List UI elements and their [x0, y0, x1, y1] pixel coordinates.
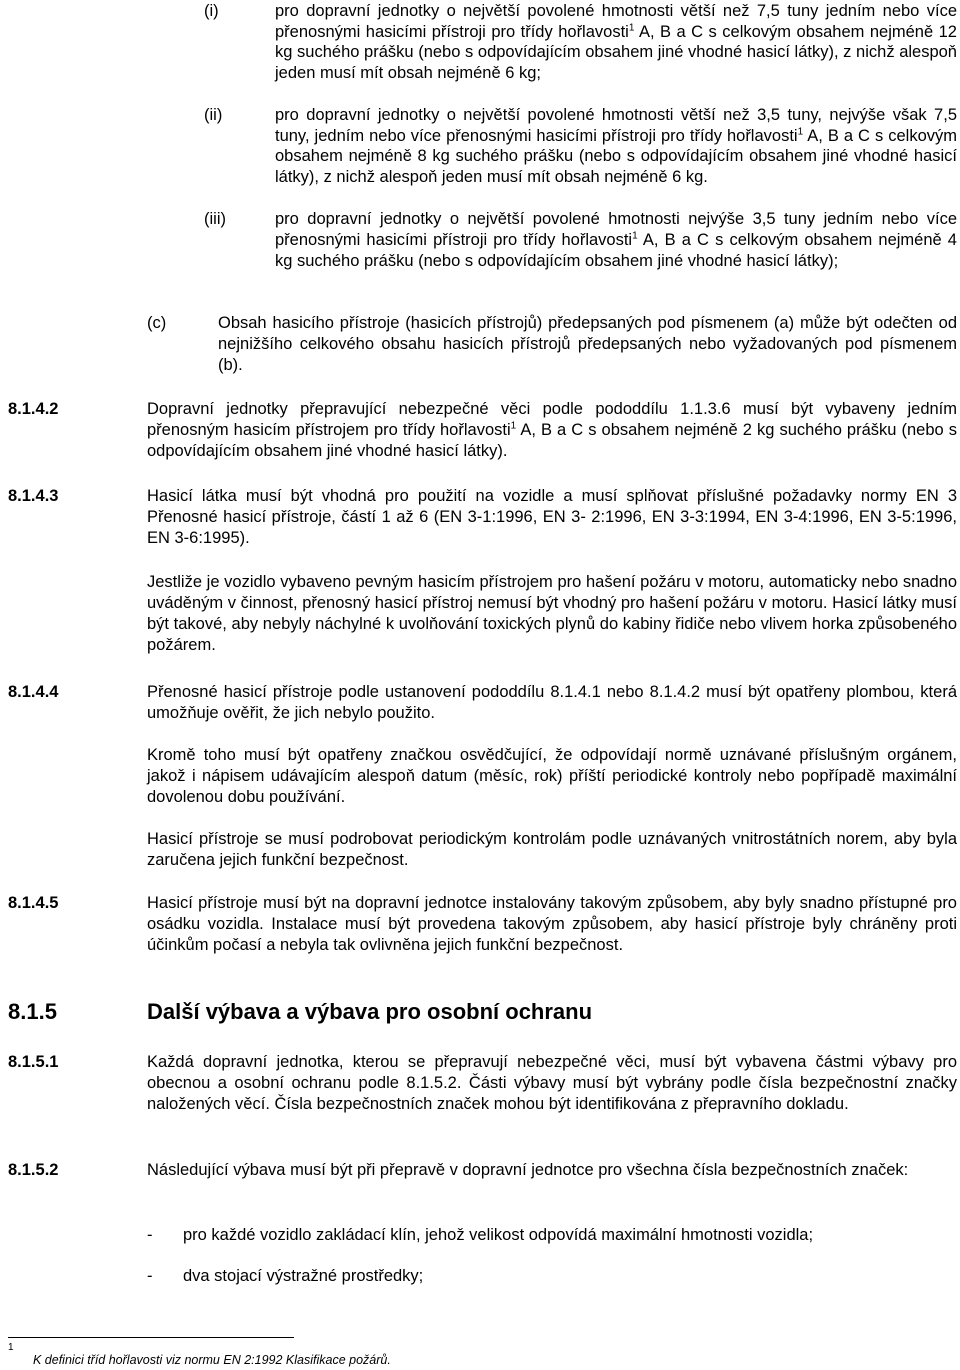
section-number-8142: 8.1.4.2 [8, 400, 59, 418]
list-dash: - [147, 1267, 153, 1285]
footnote-ref: 1 [797, 126, 804, 137]
item-c-text: Obsah hasicího přístroje (hasicích přístrojů) předepsaných pod písmenem (a) může být odečten od nejnižšího celkového obsahu hasicích přístrojů předepsaných nebo vyžadovaných pod písmenem (b). [218, 314, 957, 374]
section-8144-para-1: Přenosné hasicí přístroje podle ustanovení pododdílu 8.1.4.1 nebo 8.1.4.2 musí být opatřeny plombou, která umožňuje ověřit, že jich nebylo použito. [147, 683, 957, 722]
footnote-separator [8, 1337, 294, 1338]
list-item: dva stojací výstražné prostředky; [183, 1267, 424, 1285]
section-8143-para-2: Jestliže je vozidlo vybaveno pevným hasicím přístrojem pro hašení požáru v motoru, automaticky nebo snadno uváděným v činnost, přenosný hasicí přístroj nemusí být vhodný pro hašení požáru v motoru. Hasicí látky musí být takové, aby nebyly náchylné k uvolňování toxických plynů do kabiny řidiče nebo vlivem horka způsobeného požárem. [147, 573, 957, 654]
section-8152-para-1: Následující výbava musí být při přepravě v dopravní jednotce pro všechna čísla bezpečnostních značek: [147, 1161, 909, 1179]
footnote-number: 1 [8, 1342, 14, 1353]
section-8143-para-1: Hasicí látka musí být vhodná pro použití na vozidle a musí splňovat příslušné požadavky normy EN 3 Přenosné hasicí přístroje, částí 1 až 6 (EN 3-1:1996, EN 3- 2:1996, EN 3-3:1994, EN 3-4:1996, EN 3-5:1996, EN 3-6:1995). [147, 487, 957, 547]
section-8144-para-2: Kromě toho musí být opatřeny značkou osvědčující, že odpovídají normě uznávané příslušným orgánem, jakož i nápisem udávajícím alespoň datum (měsíc, rok) příští periodické kontroly nebo popřípadě maximální dovolenou dobu používání. [147, 746, 957, 806]
section-number-8145: 8.1.4.5 [8, 894, 59, 912]
section-number-8151: 8.1.5.1 [8, 1053, 59, 1071]
item-ii-label: (ii) [204, 106, 223, 124]
footnote-ref: 1 [632, 230, 638, 242]
item-c-label: (c) [147, 314, 167, 332]
section-8145-para-1: Hasicí přístroje musí být na dopravní jednotce instalovány takovým způsobem, aby byly snadno přístupné pro osádku vozidla. Instalace musí být provedena takovým způsobem, aby hasicí přístroje byly chráněny proti účinkům počasí a nebyla tak ovlivněna jejich funkční bezpečnost. [147, 894, 957, 954]
section-8151-para-1: Každá dopravní jednotka, kterou se přepravují nebezpečné věci, musí být vybavena částmi výbavy pro obecnou a osobní ochranu podle 8.1.5.2. Části výbavy musí být vybrány podle čísla bezpečnostní značky naložených věcí. Čísla bezpečnostních značek mohou být identifikována z přepravního dokladu. [147, 1053, 957, 1113]
item-iii-label: (iii) [204, 210, 226, 228]
section-number-8152: 8.1.5.2 [8, 1161, 59, 1179]
section-number-8143: 8.1.4.3 [8, 487, 59, 505]
item-iii-text: pro dopravní jednotky o největší povolené hmotnosti nejvýše 3,5 tuny jedním nebo více přenosnými hasicími přístroji pro třídy hořlavosti$^1$ A, B a C s celkovým obsahem nejméně 4 kg suchého prášku (nebo s odpovídajícím obsahem jiné vhodné hasicí látky); [275, 210, 957, 270]
section-heading-number-815: 8.1.5 [8, 999, 57, 1024]
section-8142-text: Dopravní jednotky přepravující nebezpečné věci podle pododdílu 1.1.3.6 musí být vybaveny jedním přenosným hasicím přístrojem pro třídy hořlavosti$^1$ A, B a C s obsahem nejméně 2 kg suchého prášku (nebo s odpovídajícím obsahem jiné vhodné hasicí látky). [147, 400, 957, 460]
footnote-ref: 1 [510, 420, 517, 432]
footnote-text: K definici tříd hořlavosti viz normu EN 2:1992 Klasifikace požárů. [33, 1353, 391, 1367]
footnote-ref: 1 [628, 22, 635, 33]
section-number-8144: 8.1.4.4 [8, 683, 59, 701]
list-item: pro každé vozidlo zakládací klín, jehož velikost odpovídá maximální hmotnosti vozidla; [183, 1226, 814, 1244]
section-8144-para-3: Hasicí přístroje se musí podrobovat periodickým kontrolám podle uznávaných vnitrostátních norem, aby byla zaručena jejich funkční bezpečnost. [147, 830, 957, 869]
item-i-label: (i) [204, 2, 219, 20]
list-dash: - [147, 1226, 153, 1244]
item-ii-text: pro dopravní jednotky o největší povolené hmotnosti větší než 3,5 tuny, nejvýše však 7,5 tuny, jedním nebo více přenosnými hasicími přístroji pro třídy hořlavosti$^1$ A, B a C s celkovým obsahem nejméně 8 kg suchého prášku (nebo s odpovídajícím obsahem jiné vhodné hasicí látky), z nichž alespoň jeden musí mít obsah nejméně 6 kg. [275, 106, 957, 186]
item-i-text: pro dopravní jednotky o největší povolené hmotnosti větší než 7,5 tuny jedním nebo více přenosnými hasicími přístroji pro třídy hořlavosti$^1$ A, B a C s celkovým obsahem nejméně 12 kg suchého prášku (nebo s odpovídajícím obsahem jiné vhodné hasicí látky), z nichž alespoň jeden musí mít obsah nejméně 6 kg; [275, 2, 957, 82]
section-heading-title-815: Další výbava a výbava pro osobní ochranu [147, 999, 593, 1024]
